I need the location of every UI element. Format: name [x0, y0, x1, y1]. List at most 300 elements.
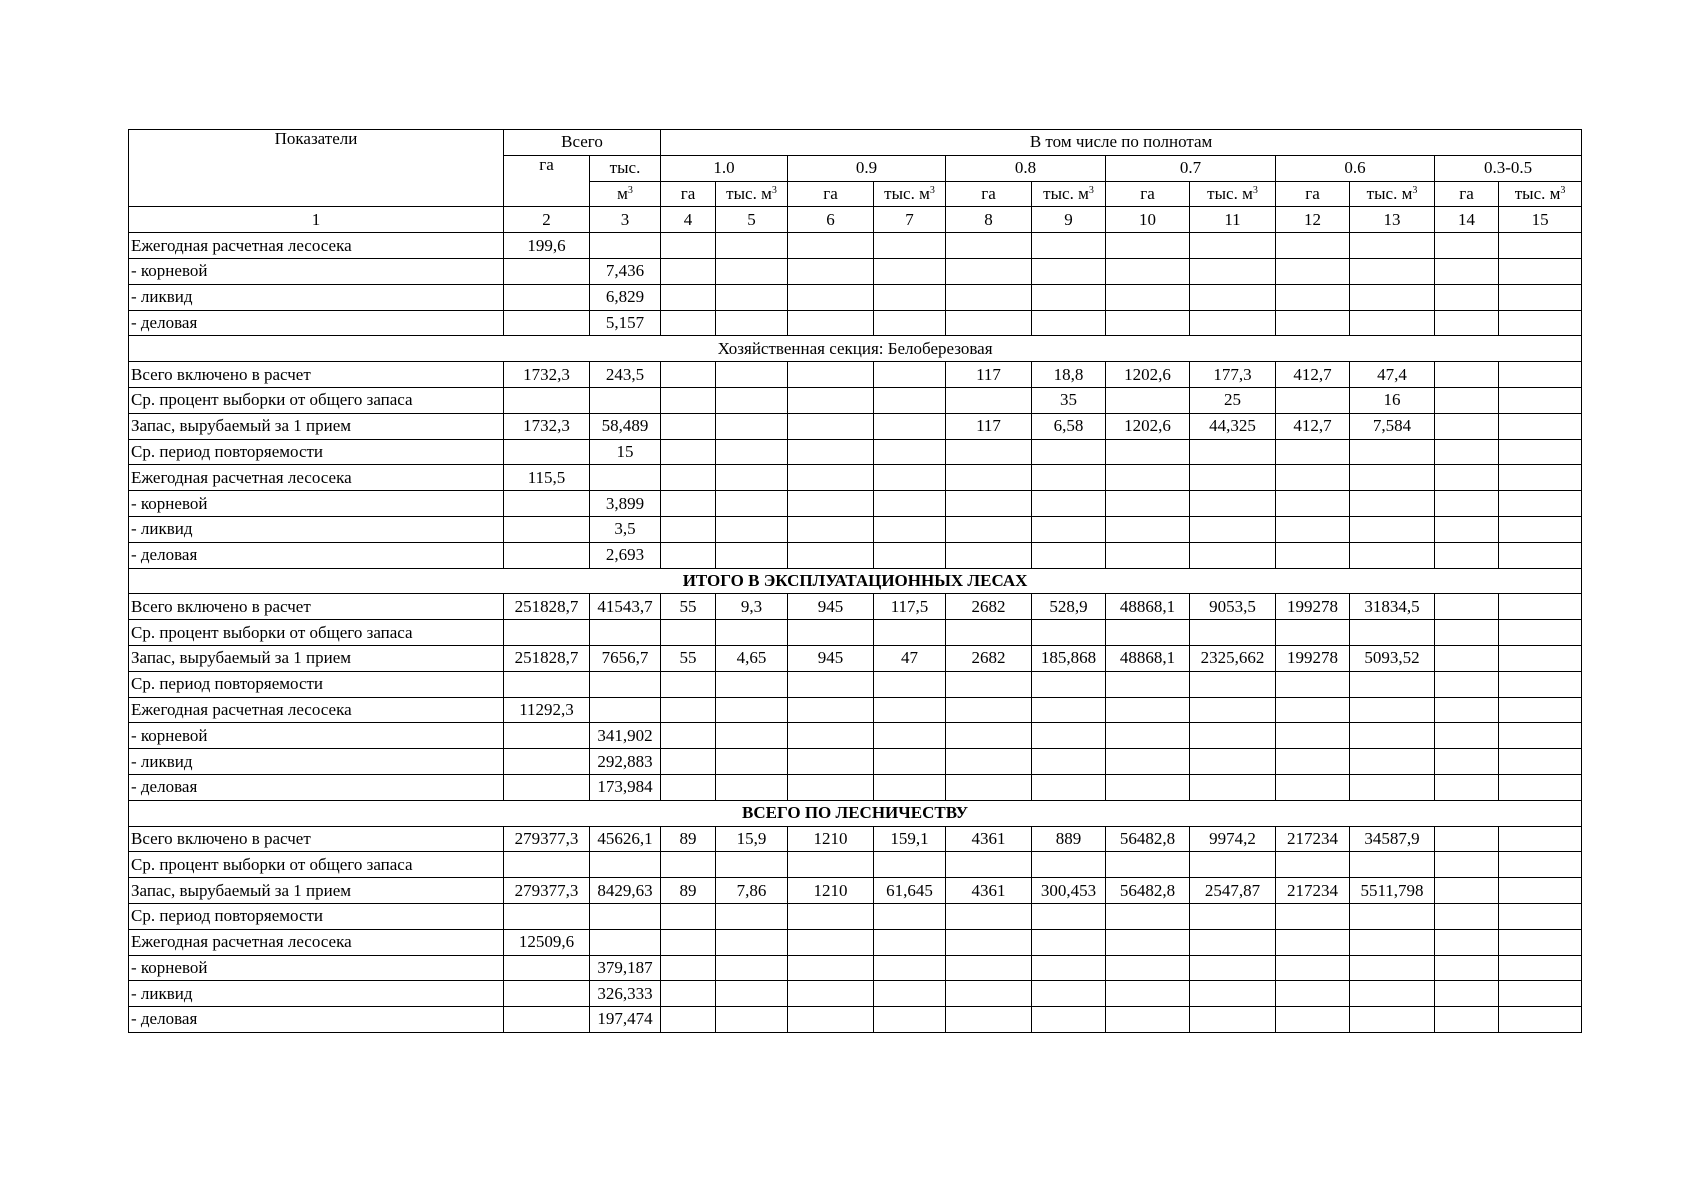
table-cell	[504, 852, 590, 878]
table-cell: 31834,5	[1350, 594, 1435, 620]
table-cell	[1499, 620, 1582, 646]
table-cell	[946, 387, 1032, 413]
table-cell	[946, 516, 1032, 542]
table-cell	[1499, 929, 1582, 955]
table-cell	[661, 465, 716, 491]
table-cell: 341,902	[590, 723, 661, 749]
table-cell	[1276, 542, 1350, 568]
table-row	[129, 826, 1582, 852]
table-cell: 117,5	[874, 594, 946, 620]
table-cell	[1435, 723, 1499, 749]
table-cell	[504, 387, 590, 413]
table-row	[129, 1007, 1582, 1033]
table-cell: 185,868	[1032, 645, 1106, 671]
table-cell	[1276, 749, 1350, 775]
table-row	[129, 413, 1582, 439]
table-cell	[661, 981, 716, 1007]
table-cell	[874, 310, 946, 336]
header-unit-ha: га	[661, 181, 716, 207]
unit-cube: 3	[1412, 184, 1418, 196]
column-number: 2	[504, 207, 590, 233]
table-header	[129, 130, 1582, 233]
table-cell	[1032, 929, 1106, 955]
table-cell	[1435, 749, 1499, 775]
table-row	[129, 387, 1582, 413]
table-cell	[1190, 516, 1276, 542]
table-cell	[716, 774, 788, 800]
table-cell	[1190, 929, 1276, 955]
table-cell	[716, 929, 788, 955]
table-cell	[1435, 955, 1499, 981]
table-cell	[1350, 310, 1435, 336]
table-cell: 7,86	[716, 878, 788, 904]
table-cell	[1499, 439, 1582, 465]
row-label: - деловая	[129, 774, 504, 800]
table-cell: 5093,52	[1350, 645, 1435, 671]
table-cell	[1435, 439, 1499, 465]
table-cell	[1435, 465, 1499, 491]
table-cell	[946, 491, 1032, 517]
row-label: - ликвид	[129, 284, 504, 310]
table-cell	[1106, 439, 1190, 465]
table-cell	[504, 258, 590, 284]
table-cell	[874, 491, 946, 517]
row-label: Ср. период повторяемости	[129, 439, 504, 465]
table-cell: 7,436	[590, 258, 661, 284]
table-cell	[788, 413, 874, 439]
table-cell	[1032, 439, 1106, 465]
table-cell	[1499, 310, 1582, 336]
table-cell	[1276, 903, 1350, 929]
table-cell: 2,693	[590, 542, 661, 568]
table-cell: 25	[1190, 387, 1276, 413]
table-cell	[1106, 542, 1190, 568]
table-row	[129, 671, 1582, 697]
table-cell	[1350, 233, 1435, 259]
table-cell	[1190, 1007, 1276, 1033]
row-label: - корневой	[129, 723, 504, 749]
table-cell	[1106, 1007, 1190, 1033]
table-cell	[504, 981, 590, 1007]
table-cell	[1350, 620, 1435, 646]
table-cell	[1190, 852, 1276, 878]
table-cell	[1435, 903, 1499, 929]
table-cell	[874, 233, 946, 259]
table-cell	[874, 542, 946, 568]
table-cell	[1435, 981, 1499, 1007]
table-cell	[1032, 284, 1106, 310]
row-label: Ср. период повторяемости	[129, 671, 504, 697]
table-cell	[1106, 671, 1190, 697]
row-label: Всего включено в расчет	[129, 594, 504, 620]
table-row	[129, 903, 1582, 929]
table-cell	[661, 620, 716, 646]
table-cell	[788, 233, 874, 259]
table-cell	[946, 1007, 1032, 1033]
table-cell	[1350, 749, 1435, 775]
unit-cube: 3	[1088, 184, 1094, 196]
table-row	[129, 774, 1582, 800]
column-number: 10	[1106, 207, 1190, 233]
table-cell	[946, 439, 1032, 465]
table-cell	[716, 491, 788, 517]
table-cell	[788, 465, 874, 491]
table-cell: 4361	[946, 878, 1032, 904]
table-cell: 9053,5	[1190, 594, 1276, 620]
table-cell	[1106, 774, 1190, 800]
section-title: ВСЕГО ПО ЛЕСНИЧЕСТВУ	[129, 800, 1582, 826]
table-cell	[590, 929, 661, 955]
table-cell: 177,3	[1190, 362, 1276, 388]
table-cell	[716, 387, 788, 413]
table-cell	[946, 929, 1032, 955]
table-cell: 217234	[1276, 878, 1350, 904]
table-cell	[1106, 749, 1190, 775]
header-row-1	[129, 130, 1582, 156]
table-row	[129, 749, 1582, 775]
table-cell	[946, 310, 1032, 336]
row-label: Ср. процент выборки от общего запаса	[129, 620, 504, 646]
header-unit-ha: га	[1435, 181, 1499, 207]
table-cell	[946, 671, 1032, 697]
table-cell	[716, 723, 788, 749]
table-cell	[1106, 903, 1190, 929]
table-cell	[1499, 955, 1582, 981]
table-cell: 279377,3	[504, 826, 590, 852]
table-cell	[661, 491, 716, 517]
table-row	[129, 491, 1582, 517]
column-number: 6	[788, 207, 874, 233]
table-cell	[1276, 723, 1350, 749]
table-cell	[716, 955, 788, 981]
table-row	[129, 723, 1582, 749]
unit-text: тыс. м	[1514, 183, 1561, 203]
unit-cube: 3	[1252, 184, 1258, 196]
table-cell: 47,4	[1350, 362, 1435, 388]
table-cell	[1106, 491, 1190, 517]
table-cell	[946, 749, 1032, 775]
table-cell: 7656,7	[590, 645, 661, 671]
row-label: Ср. период повторяемости	[129, 903, 504, 929]
table-row	[129, 542, 1582, 568]
table-cell	[1032, 981, 1106, 1007]
table-cell	[1276, 439, 1350, 465]
table-cell	[661, 439, 716, 465]
row-label: Всего включено в расчет	[129, 826, 504, 852]
table-cell: 1210	[788, 826, 874, 852]
table-cell	[1032, 542, 1106, 568]
table-cell: 173,984	[590, 774, 661, 800]
table-cell	[1032, 955, 1106, 981]
header-density-0-6: 0.6	[1276, 155, 1435, 181]
table-cell: 199278	[1276, 594, 1350, 620]
table-cell	[1032, 723, 1106, 749]
table-cell: 159,1	[874, 826, 946, 852]
table-cell	[1435, 1007, 1499, 1033]
document-page	[128, 129, 1581, 1033]
table-cell	[1276, 284, 1350, 310]
table-cell: 3,899	[590, 491, 661, 517]
header-unit-thous-m3	[874, 181, 946, 207]
table-cell	[716, 903, 788, 929]
table-cell	[1190, 233, 1276, 259]
row-label: - деловая	[129, 1007, 504, 1033]
table-cell	[874, 981, 946, 1007]
table-cell: 11292,3	[504, 697, 590, 723]
table-cell: 2325,662	[1190, 645, 1276, 671]
table-cell	[1106, 258, 1190, 284]
table-cell: 1732,3	[504, 362, 590, 388]
table-cell	[661, 233, 716, 259]
table-cell	[1499, 233, 1582, 259]
table-cell	[1350, 774, 1435, 800]
table-cell: 199278	[1276, 645, 1350, 671]
table-cell	[1032, 465, 1106, 491]
table-cell	[590, 903, 661, 929]
table-cell: 2682	[946, 645, 1032, 671]
table-cell	[1190, 542, 1276, 568]
unit-text: тыс. м	[1366, 183, 1413, 203]
table-cell	[946, 620, 1032, 646]
table-cell	[504, 491, 590, 517]
table-row	[129, 439, 1582, 465]
table-cell	[504, 723, 590, 749]
table-cell	[1435, 774, 1499, 800]
table-cell	[1350, 697, 1435, 723]
header-total-m3	[590, 181, 661, 207]
table-cell	[1499, 491, 1582, 517]
table-cell	[946, 852, 1032, 878]
header-total: Всего	[504, 130, 661, 156]
table-cell	[788, 620, 874, 646]
table-row	[129, 981, 1582, 1007]
table-cell	[1276, 929, 1350, 955]
table-cell	[1499, 878, 1582, 904]
table-cell	[1032, 491, 1106, 517]
table-cell	[1499, 723, 1582, 749]
table-cell	[1106, 929, 1190, 955]
table-cell: 243,5	[590, 362, 661, 388]
table-cell	[1276, 258, 1350, 284]
row-label: - ликвид	[129, 749, 504, 775]
table-cell	[716, 1007, 788, 1033]
table-row	[129, 310, 1582, 336]
table-cell	[788, 981, 874, 1007]
table-cell	[874, 258, 946, 284]
table-cell: 379,187	[590, 955, 661, 981]
header-unit-ha: га	[1276, 181, 1350, 207]
table-row	[129, 258, 1582, 284]
table-cell	[1190, 955, 1276, 981]
table-cell	[1032, 258, 1106, 284]
table-cell: 56482,8	[1106, 878, 1190, 904]
table-cell: 1202,6	[1106, 362, 1190, 388]
table-cell	[1276, 491, 1350, 517]
table-row	[129, 284, 1582, 310]
table-cell: 15,9	[716, 826, 788, 852]
table-cell	[788, 439, 874, 465]
table-cell	[661, 1007, 716, 1033]
table-cell	[1276, 981, 1350, 1007]
table-cell	[1499, 774, 1582, 800]
table-cell	[1106, 981, 1190, 1007]
table-cell	[661, 774, 716, 800]
table-cell	[661, 258, 716, 284]
row-label: - корневой	[129, 491, 504, 517]
table-cell	[1190, 723, 1276, 749]
table-cell	[716, 465, 788, 491]
table-cell: 300,453	[1032, 878, 1106, 904]
header-unit-thous-m3	[1190, 181, 1276, 207]
table-cell	[1190, 749, 1276, 775]
table-cell	[1435, 929, 1499, 955]
table-cell	[1190, 981, 1276, 1007]
table-cell	[1499, 362, 1582, 388]
table-cell: 199,6	[504, 233, 590, 259]
table-cell	[788, 491, 874, 517]
table-cell	[1190, 465, 1276, 491]
column-number: 1	[129, 207, 504, 233]
table-cell	[788, 929, 874, 955]
table-cell	[1350, 852, 1435, 878]
table-cell	[1499, 542, 1582, 568]
column-number: 12	[1276, 207, 1350, 233]
table-cell: 48868,1	[1106, 645, 1190, 671]
table-cell	[1435, 362, 1499, 388]
felling-calculation-table	[128, 129, 1582, 1033]
table-cell: 45626,1	[590, 826, 661, 852]
unit-text: тыс. м	[1043, 183, 1089, 203]
table-cell	[1435, 491, 1499, 517]
table-cell	[874, 903, 946, 929]
table-cell: 5,157	[590, 310, 661, 336]
table-cell	[1350, 258, 1435, 284]
table-row	[129, 955, 1582, 981]
column-number: 4	[661, 207, 716, 233]
table-cell	[1435, 542, 1499, 568]
table-cell	[716, 542, 788, 568]
header-unit-ha: га	[946, 181, 1032, 207]
table-cell	[716, 362, 788, 388]
table-cell	[1190, 284, 1276, 310]
table-cell	[874, 620, 946, 646]
table-cell	[1106, 620, 1190, 646]
table-cell	[946, 258, 1032, 284]
table-cell	[1499, 387, 1582, 413]
table-cell	[874, 1007, 946, 1033]
table-cell	[1350, 903, 1435, 929]
row-label: - ликвид	[129, 981, 504, 1007]
table-row	[129, 929, 1582, 955]
table-cell: 412,7	[1276, 413, 1350, 439]
column-number: 5	[716, 207, 788, 233]
row-label: Запас, вырубаемый за 1 прием	[129, 413, 504, 439]
table-cell: 6,58	[1032, 413, 1106, 439]
header-unit-thous-m3	[1350, 181, 1435, 207]
table-cell: 117	[946, 362, 1032, 388]
row-label: - деловая	[129, 542, 504, 568]
table-cell: 5511,798	[1350, 878, 1435, 904]
table-cell: 117	[946, 413, 1032, 439]
table-cell	[1435, 697, 1499, 723]
table-cell	[1499, 826, 1582, 852]
table-cell: 889	[1032, 826, 1106, 852]
table-cell	[874, 439, 946, 465]
table-cell	[1032, 233, 1106, 259]
header-density-0-7: 0.7	[1106, 155, 1276, 181]
table-cell	[590, 620, 661, 646]
table-cell	[874, 284, 946, 310]
table-cell	[716, 620, 788, 646]
header-column-numbers	[129, 207, 1582, 233]
table-cell	[1276, 852, 1350, 878]
table-cell	[661, 852, 716, 878]
table-cell	[1350, 284, 1435, 310]
table-cell: 2547,87	[1190, 878, 1276, 904]
table-cell	[788, 852, 874, 878]
section-header-row	[129, 568, 1582, 594]
table-cell	[1032, 671, 1106, 697]
table-row	[129, 620, 1582, 646]
table-cell	[716, 413, 788, 439]
table-cell	[874, 362, 946, 388]
table-cell	[788, 284, 874, 310]
table-cell	[661, 362, 716, 388]
table-cell: 34587,9	[1350, 826, 1435, 852]
column-number: 14	[1435, 207, 1499, 233]
table-cell	[716, 258, 788, 284]
table-cell	[1350, 955, 1435, 981]
row-label: Ср. процент выборки от общего запаса	[129, 852, 504, 878]
table-cell	[946, 903, 1032, 929]
table-cell	[590, 387, 661, 413]
table-cell	[1032, 516, 1106, 542]
row-label: - ликвид	[129, 516, 504, 542]
table-cell	[504, 774, 590, 800]
table-cell	[1276, 1007, 1350, 1033]
table-cell	[788, 542, 874, 568]
table-row	[129, 362, 1582, 388]
unit-text: тыс. м	[726, 183, 772, 203]
table-cell	[1276, 774, 1350, 800]
table-cell	[504, 542, 590, 568]
table-cell	[1190, 310, 1276, 336]
table-cell: 55	[661, 645, 716, 671]
table-cell: 35	[1032, 387, 1106, 413]
table-cell: 9974,2	[1190, 826, 1276, 852]
table-cell	[1190, 697, 1276, 723]
column-number: 3	[590, 207, 661, 233]
table-cell	[1350, 542, 1435, 568]
table-cell	[1276, 697, 1350, 723]
row-label: Ежегодная расчетная лесосека	[129, 465, 504, 491]
table-cell	[1435, 852, 1499, 878]
table-cell	[1435, 413, 1499, 439]
table-cell	[1435, 516, 1499, 542]
table-cell: 279377,3	[504, 878, 590, 904]
table-cell: 41543,7	[590, 594, 661, 620]
table-cell	[788, 903, 874, 929]
table-cell	[1435, 645, 1499, 671]
table-cell: 528,9	[1032, 594, 1106, 620]
table-cell	[874, 749, 946, 775]
table-cell	[504, 310, 590, 336]
table-cell	[1032, 852, 1106, 878]
section-title: Хозяйственная секция: Белоберезовая	[129, 336, 1582, 362]
table-cell	[504, 1007, 590, 1033]
table-cell	[661, 387, 716, 413]
table-cell	[1276, 955, 1350, 981]
